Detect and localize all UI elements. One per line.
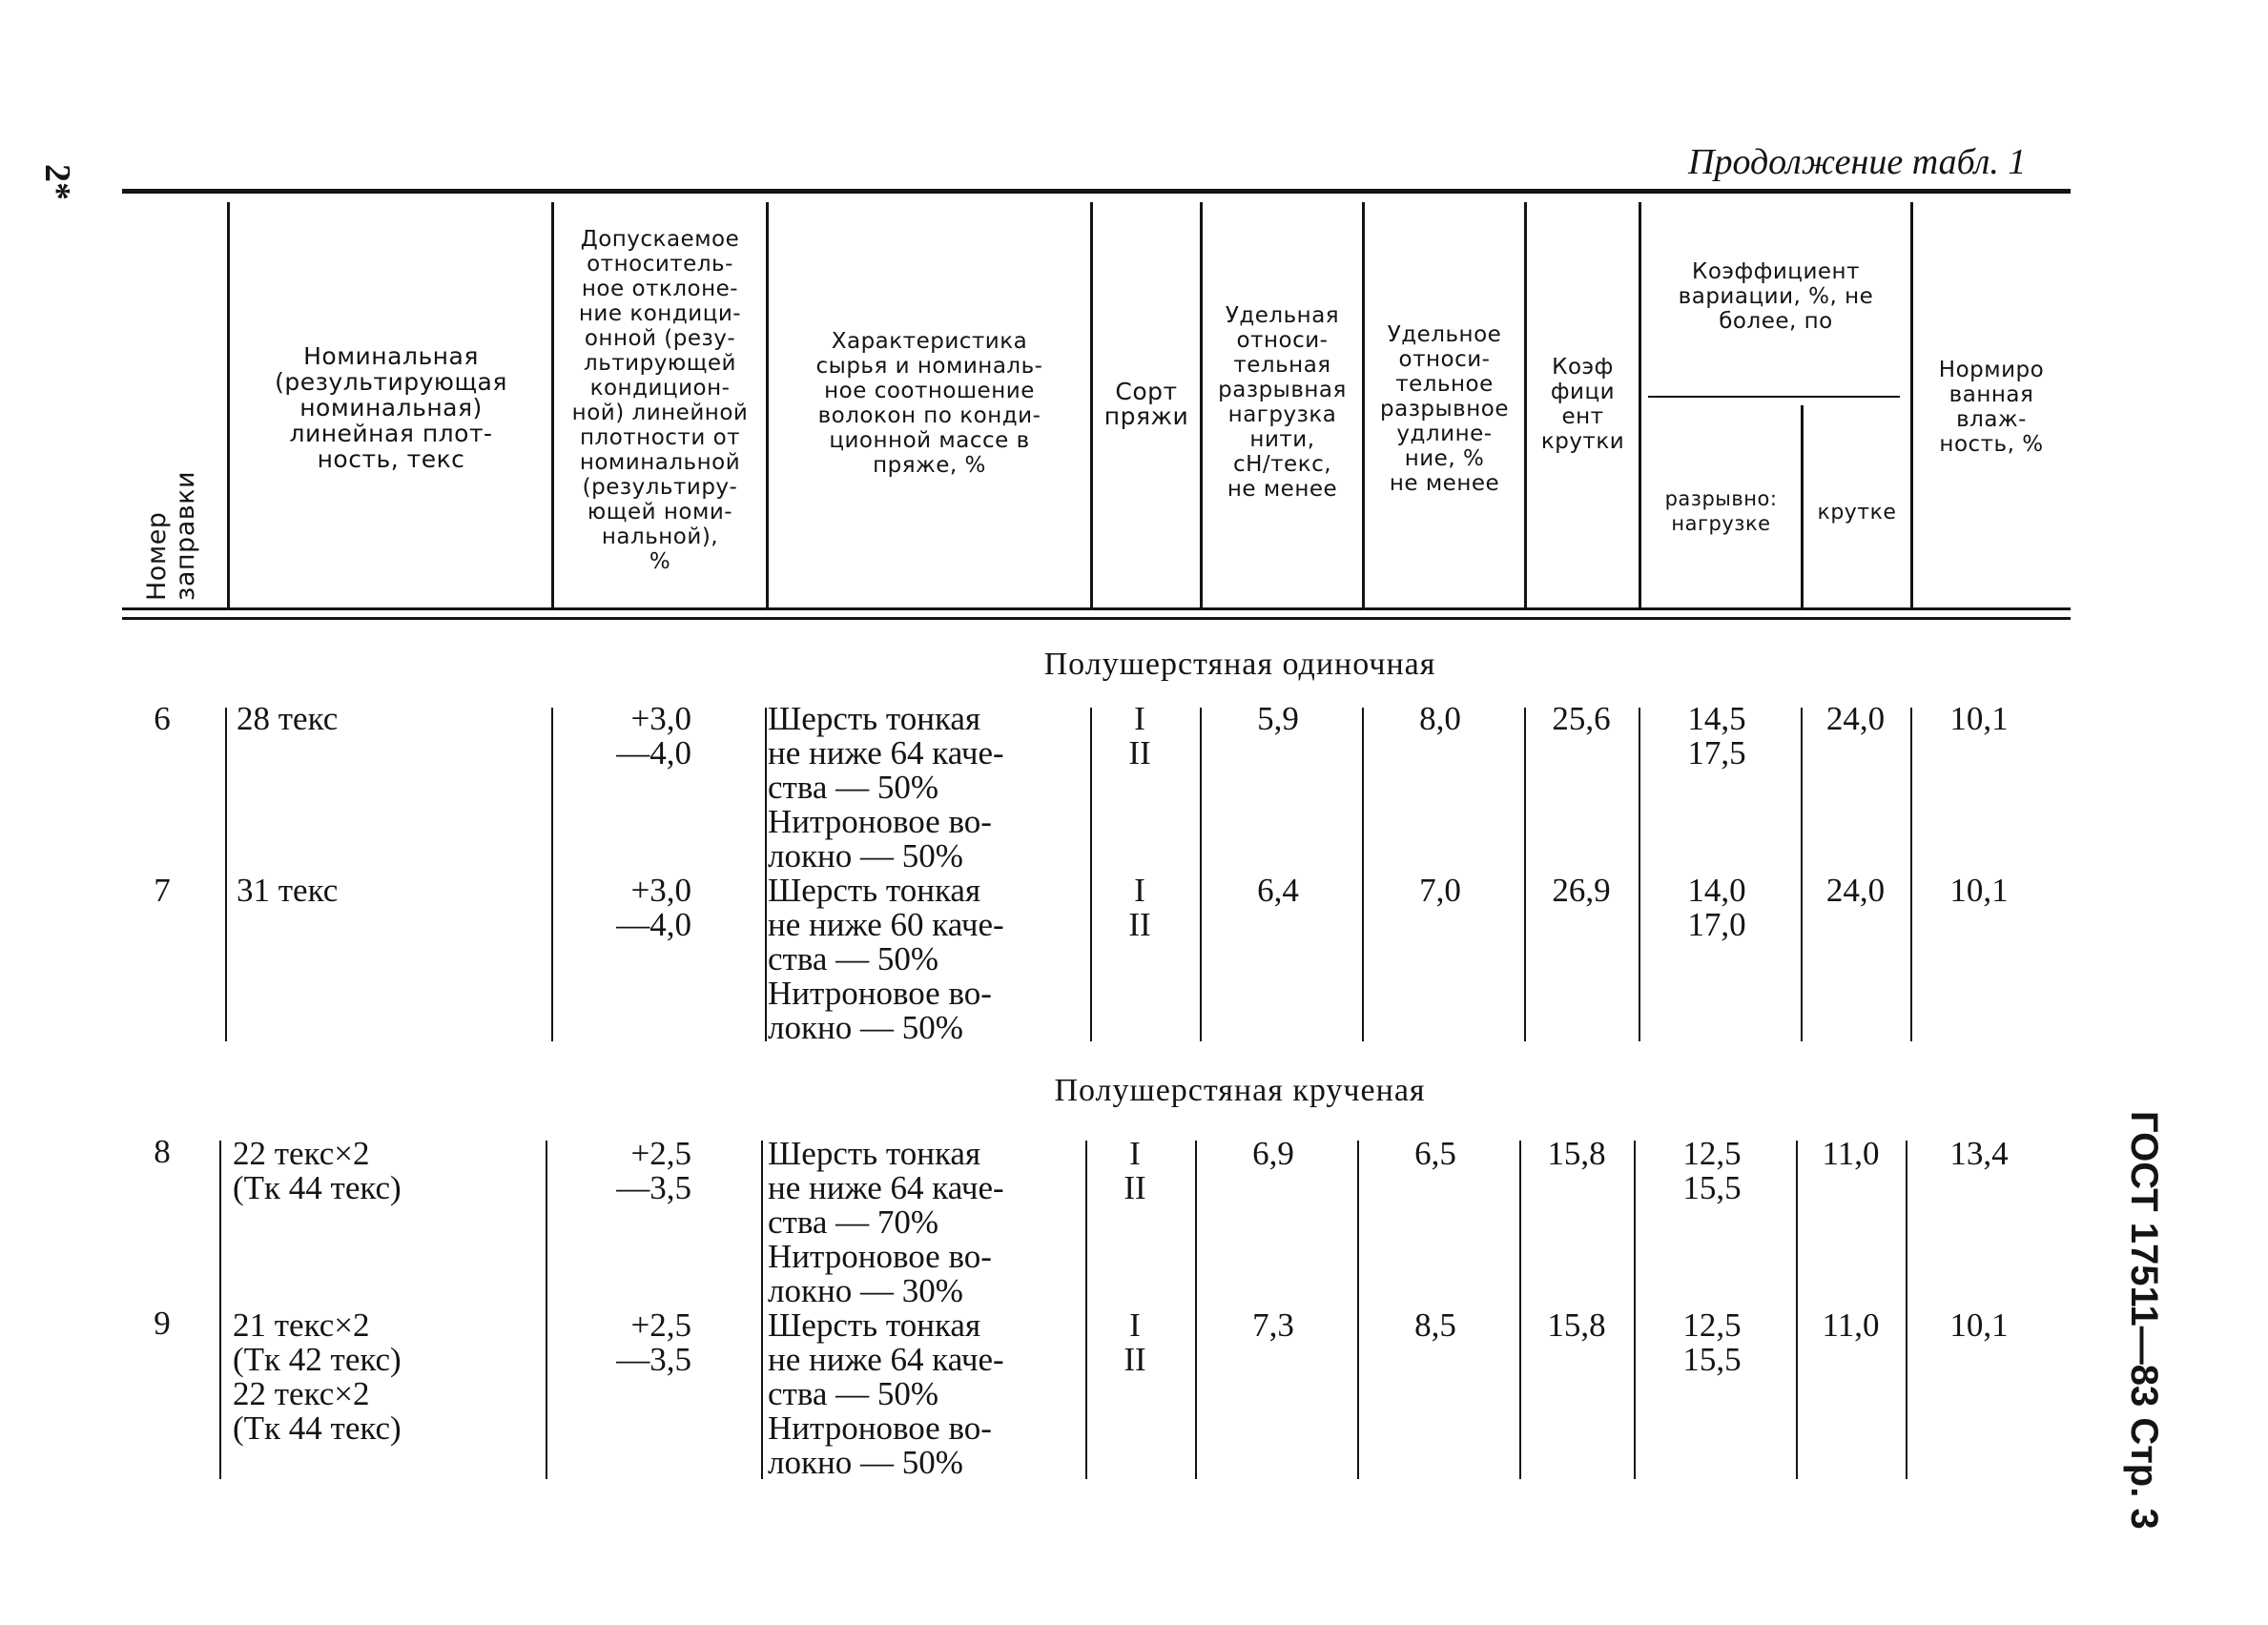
body-divider	[1519, 1141, 1521, 1479]
grade-value: I II	[1124, 1306, 1146, 1378]
body-divider	[1801, 708, 1803, 1041]
density-value: 22 текс×2 (Tк 44 текс)	[233, 1135, 402, 1206]
body-divider	[1524, 708, 1526, 1041]
header-density: Номинальная (результирующая номинальная) линейная плот- ность, текс	[275, 342, 507, 473]
density-value: 31 текс	[237, 872, 339, 909]
header-variation: Коэффициент вариации, %, не более, по	[1678, 259, 1874, 334]
header-bottom-rule-2	[122, 617, 2071, 620]
header-raw: Характеристика сырья и номиналь- ное соотношение волокон по конди- ционной массе в пряже, %	[815, 329, 1043, 478]
section-title: Полушерстяная крученая	[1054, 1073, 1426, 1108]
load-value: 6,4	[1257, 872, 1299, 909]
header-moisture: Нормиро ванная влаж- ность, %	[1938, 358, 2045, 457]
var-load-value: 12,5 15,5	[1682, 1306, 1742, 1378]
body-divider	[1906, 1141, 1907, 1479]
var-load-value: 14,5 17,5	[1687, 700, 1746, 771]
col-divider	[1910, 202, 1913, 607]
moisture-value: 13,4	[1949, 1135, 2009, 1172]
var-twist-value: 11,0	[1822, 1306, 1880, 1344]
elongation-value: 6,5	[1414, 1135, 1456, 1172]
table-top-rule	[122, 189, 2071, 194]
body-divider	[1362, 708, 1364, 1041]
body-divider	[225, 708, 227, 1041]
col-divider	[1090, 202, 1093, 607]
density-value: 28 текс	[237, 700, 339, 737]
body-divider	[1090, 708, 1092, 1041]
elongation-value: 8,0	[1419, 700, 1461, 737]
header-elong: Удельное относи- тельное разрывное удлине- ние, % не менее	[1380, 322, 1509, 496]
header-var-twist: крутке	[1817, 501, 1897, 525]
header-load: Удельная относи- тельная разрывная нагрузка нити, сН/текс, не менее	[1218, 303, 1347, 502]
twist-coef-value: 26,9	[1552, 872, 1611, 909]
twist-coef-value: 15,8	[1547, 1306, 1606, 1344]
header-var-load: разрывно: нагрузке	[1664, 487, 1778, 535]
grade-value: I II	[1128, 700, 1151, 771]
row-number: 8	[154, 1133, 171, 1170]
body-divider	[546, 1141, 547, 1479]
body-divider	[1639, 708, 1640, 1041]
header-grade: Сорт пряжи	[1103, 378, 1189, 430]
header-bottom-rule-1	[122, 607, 2071, 610]
twist-coef-value: 15,8	[1547, 1135, 1606, 1172]
body-divider	[1195, 1141, 1197, 1479]
col-divider	[551, 202, 554, 607]
corner-mark: 2*	[37, 164, 77, 200]
body-divider	[1796, 1141, 1798, 1479]
elongation-value: 7,0	[1419, 872, 1461, 909]
load-value: 7,3	[1252, 1306, 1294, 1344]
density-value: 21 текс×2 (Tк 42 текс) 22 текс×2 (Tк 44 текс)	[233, 1306, 402, 1447]
twist-coef-value: 25,6	[1552, 700, 1611, 737]
col-divider	[1639, 202, 1641, 607]
deviation-value: +3,0 —4,0	[616, 700, 691, 771]
body-divider	[765, 708, 767, 1041]
raw-material-text: Шерсть тонкая не ниже 60 каче- ства — 50% Нитроновое во- локно — 50%	[768, 872, 1004, 1046]
header-twist-coef: Коэф фици ент крутки	[1540, 355, 1625, 454]
col-divider	[1801, 405, 1804, 607]
continuation-caption: Продолжение табл. 1	[1688, 142, 2027, 182]
body-divider	[1200, 708, 1202, 1041]
elongation-value: 8,5	[1414, 1306, 1456, 1344]
section-title: Полушерстяная одиночная	[1043, 647, 1436, 682]
var-load-value: 14,0 17,0	[1687, 872, 1746, 943]
body-divider	[1910, 708, 1912, 1041]
var-load-value: 12,5 15,5	[1682, 1135, 1742, 1206]
deviation-value: +2,5 —3,5	[616, 1306, 691, 1378]
var-twist-value: 24,0	[1825, 700, 1886, 737]
var-twist-value: 11,0	[1822, 1135, 1880, 1172]
row-number: 6	[154, 700, 171, 737]
col-divider	[1524, 202, 1527, 607]
body-divider	[1357, 1141, 1359, 1479]
col-divider	[1200, 202, 1203, 607]
load-value: 6,9	[1252, 1135, 1294, 1172]
raw-material-text: Шерсть тонкая не ниже 64 каче- ства — 50% Нитроновое во- локно — 50%	[768, 700, 1004, 874]
body-divider	[551, 708, 553, 1041]
body-divider	[1634, 1141, 1636, 1479]
col-divider	[766, 202, 769, 607]
moisture-value: 10,1	[1949, 872, 2009, 909]
side-label: ГОСТ 17511—83 Стр. 3	[2123, 1111, 2165, 1530]
body-divider	[761, 1141, 763, 1479]
row-number: 7	[154, 872, 171, 909]
raw-material-text: Шерсть тонкая не ниже 64 каче- ства — 50% Нитроновое во- локно — 50%	[768, 1306, 1004, 1481]
body-divider	[219, 1141, 221, 1479]
deviation-value: +3,0 —4,0	[616, 872, 691, 943]
body-divider	[1085, 1141, 1087, 1479]
header-deviation: Допускаемое относитель- ное отклоне- ние кондици- онной (резу- льтирующей кондицион- ной) линейной плотности от номинальной (результиру- ющей номи- нальной), %	[571, 227, 749, 574]
col-divider	[1362, 202, 1365, 607]
grade-value: I II	[1124, 1135, 1146, 1206]
var-twist-value: 24,0	[1825, 872, 1886, 909]
header-number: Номер заправки	[142, 470, 200, 601]
col-divider	[227, 202, 230, 607]
raw-material-text: Шерсть тонкая не ниже 64 каче- ства — 70% Нитроновое во- локно — 30%	[768, 1135, 1004, 1309]
deviation-value: +2,5 —3,5	[616, 1135, 691, 1206]
grade-value: I II	[1128, 872, 1151, 943]
moisture-value: 10,1	[1949, 700, 2009, 737]
load-value: 5,9	[1257, 700, 1299, 737]
moisture-value: 10,1	[1949, 1306, 2009, 1344]
variation-split-rule	[1648, 396, 1900, 398]
row-number: 9	[154, 1305, 171, 1342]
